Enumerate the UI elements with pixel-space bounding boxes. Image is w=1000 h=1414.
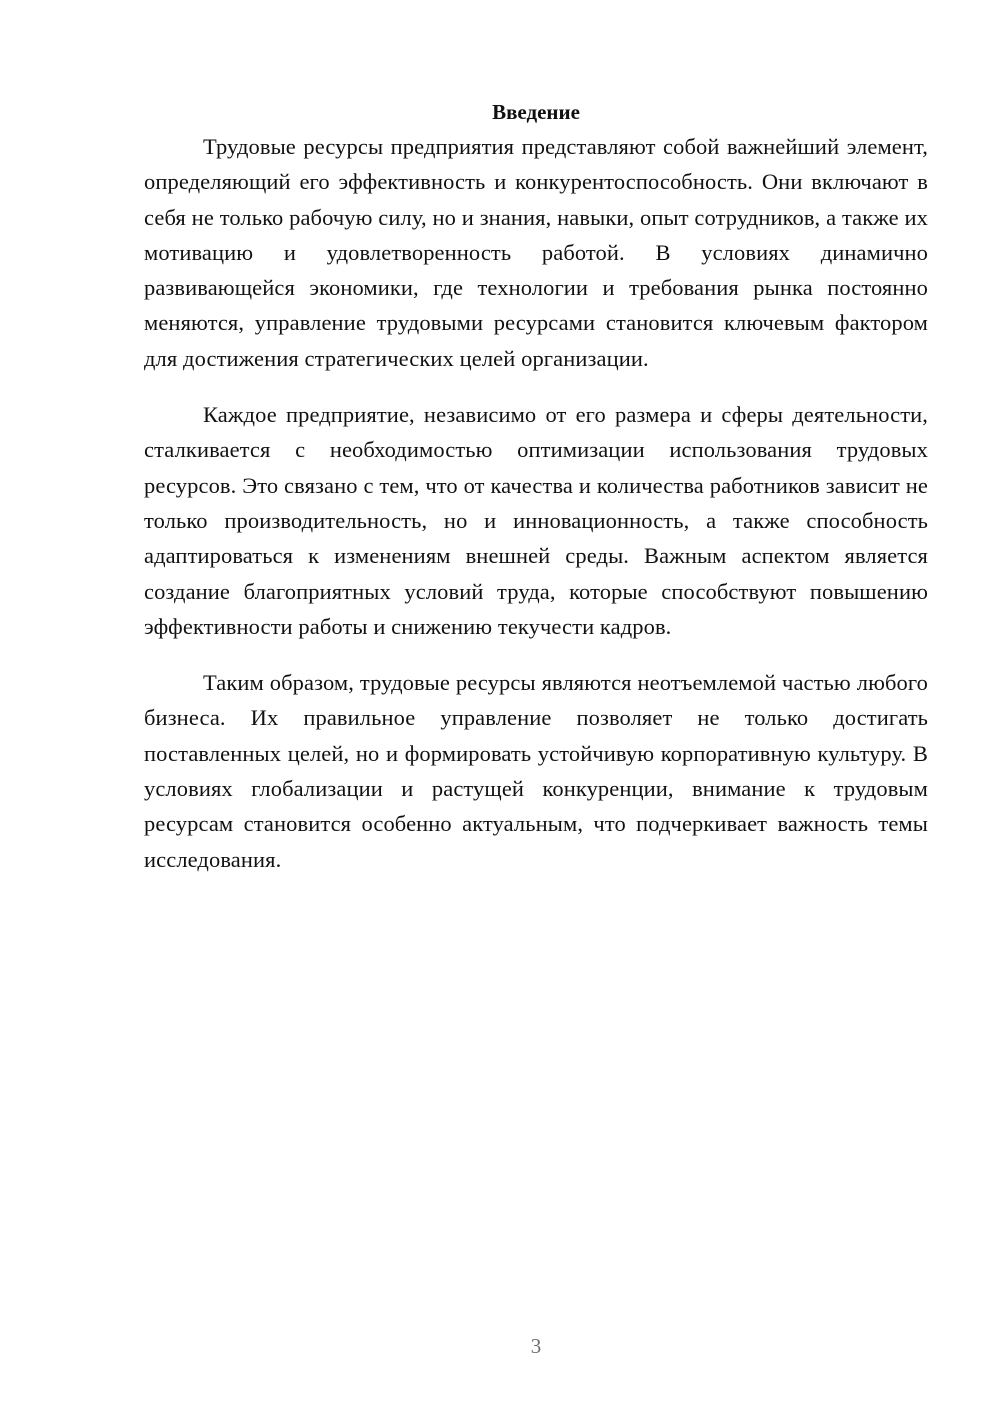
section-title: Введение <box>492 100 580 124</box>
page-number: 3 <box>530 1334 542 1358</box>
paragraph-3: Таким образом, трудовые ресурсы являются неотъемлемой частью любого бизнеса. Их правильное управление позволяет не только достигать поставленных целей, но и формировать устойчивую корпоративную культуру. В условиях глобализации и растущей конкуренции, внимание к трудовым ресурсам становится особенно актуальным, что подчеркивает важность темы исследования. <box>144 670 928 872</box>
paragraph-1: Трудовые ресурсы предприятия представляют собой важнейший элемент, определяющий его эффективность и конкурентоспособность. Они включают в себя не только рабочую силу, но и знания, навыки, опыт сотрудников, а также их мотивацию и удовлетворенность работой. В условиях динамично развивающейся экономики, где технологии и требования рынка постоянно меняются, управление трудовыми ресурсами становится ключевым фактором для достижения стратегических целей организации. <box>144 134 928 371</box>
page-content <box>144 97 928 898</box>
paragraph-2: Каждое предприятие, независимо от его размера и сферы деятельности, сталкивается с необходимостью оптимизации использования трудовых ресурсов. Это связано с тем, что от качества и количества работников зависит не только производительность, но и инновационность, а также способность адаптироваться к изменениям внешней среды. Важным аспектом является создание благоприятных условий труда, которые способствуют повышению эффективности работы и снижению текучести кадров. <box>144 402 928 639</box>
